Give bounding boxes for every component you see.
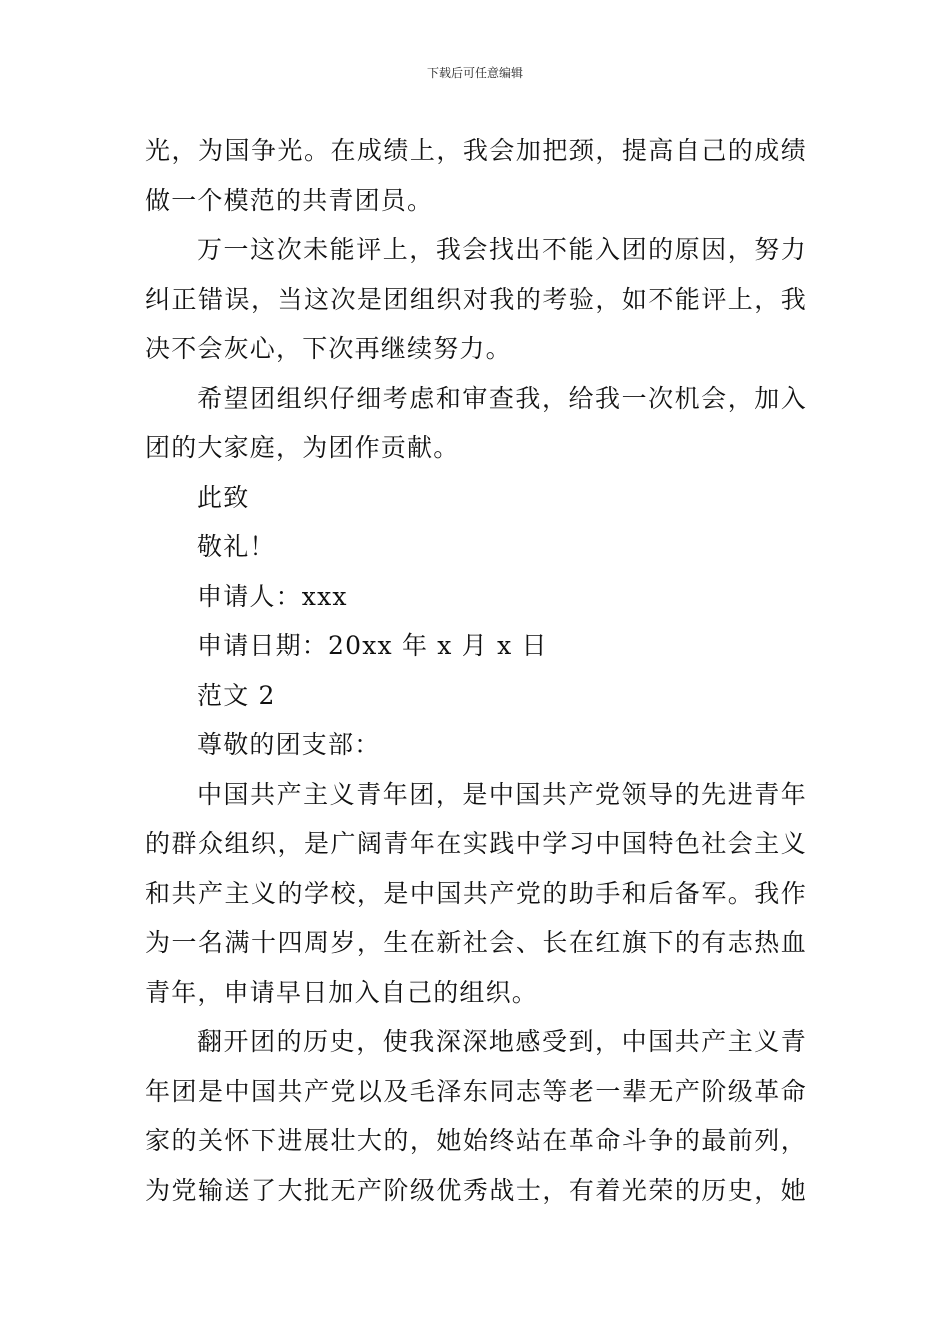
page-header: 下载后可任意编辑 bbox=[426, 66, 523, 80]
text-line: 为党输送了大批无产阶级优秀战士，有着光荣的历史，她 bbox=[145, 1175, 807, 1205]
text-line: 范文 2 bbox=[197, 680, 276, 710]
text-line: 万一这次未能评上，我会找出不能入团的原因，努力 bbox=[197, 235, 807, 264]
text-line: 做一个模范的共青团员。 bbox=[145, 185, 434, 215]
text-line: 此致 bbox=[197, 482, 250, 512]
text-line: 的群众组织，是广阔青年在实践中学习中国特色社会主义 bbox=[145, 829, 807, 858]
text-line: 为一名满十四周岁，生在新社会、长在红旗下的有志热血 bbox=[145, 928, 807, 957]
text-line: 家的关怀下进展壮大的，她始终站在革命斗争的最前列， bbox=[145, 1126, 807, 1155]
text-line: 中国共产主义青年团，是中国共产党领导的先进青年 bbox=[197, 779, 807, 809]
text-line: 决不会灰心，下次再继续努力。 bbox=[145, 334, 512, 363]
text-line: 团的大家庭，为团作贡献。 bbox=[145, 433, 460, 462]
text-line: 敬礼！ bbox=[197, 532, 276, 561]
text-line: 纠正错误，当这次是团组织对我的考验，如不能评上，我 bbox=[145, 284, 807, 314]
text-line: 申请人：xxx bbox=[197, 581, 348, 611]
document-body bbox=[145, 126, 807, 1215]
text-line: 年团是中国共产党以及毛泽东同志等老一辈无产阶级革命 bbox=[145, 1076, 807, 1106]
text-line: 青年，申请早日加入自己的组织。 bbox=[145, 977, 539, 1007]
text-line: 和共产主义的学校，是中国共产党的助手和后备军。我作 bbox=[145, 878, 807, 908]
text-line: 翻开团的历史，使我深深地感受到，中国共产主义青 bbox=[197, 1027, 807, 1056]
text-line: 申请日期：20xx 年 x 月 x 日 bbox=[197, 631, 548, 660]
text-line: 希望团组织仔细考虑和审查我，给我一次机会，加入 bbox=[197, 383, 807, 413]
text-line: 光，为国争光。在成绩上，我会加把颈，提高自己的成绩 bbox=[145, 136, 807, 165]
text-line: 尊敬的团支部： bbox=[197, 730, 381, 759]
